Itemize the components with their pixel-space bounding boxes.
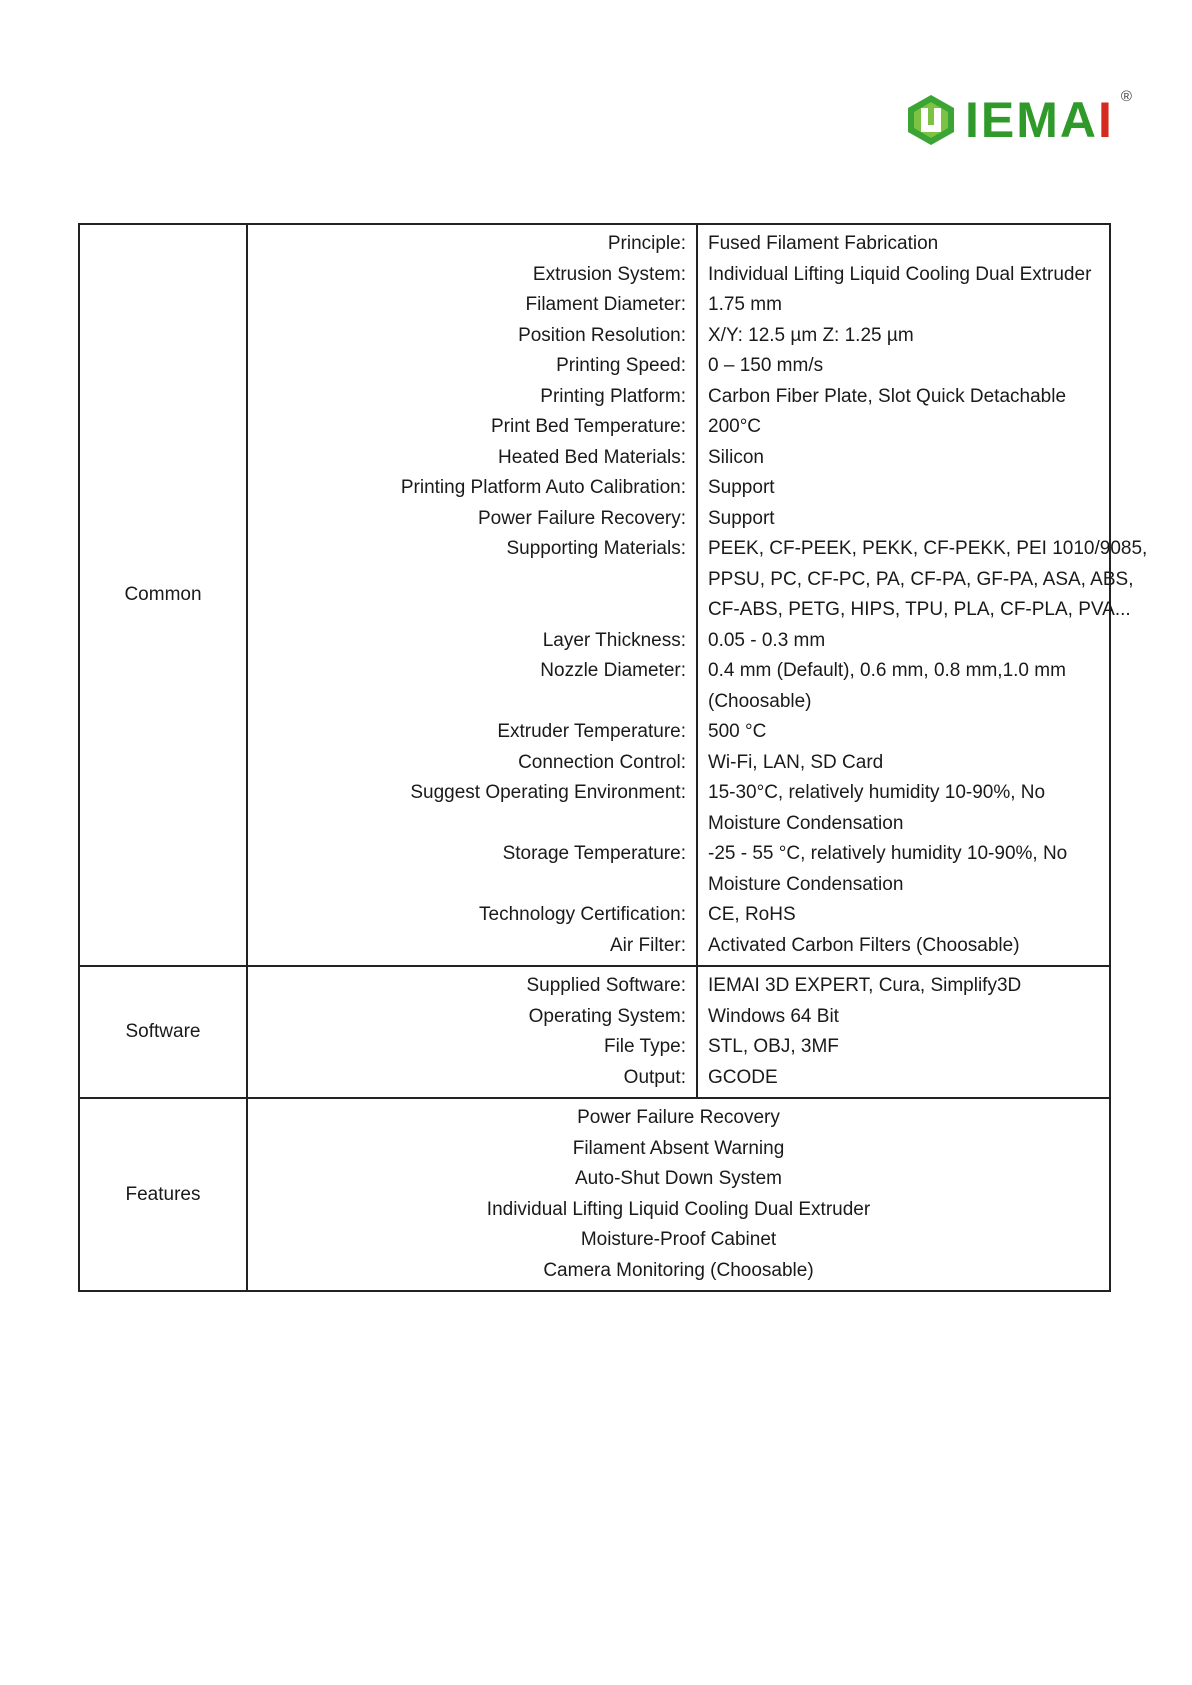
spec-value: -25 - 55 °C, relatively humidity 10-90%, No	[708, 843, 1068, 864]
spec-label-spacer	[248, 687, 686, 718]
spec-value: PEEK, CF-PEEK, PEKK, CF-PEKK, PEI 1010/9085,	[708, 538, 1148, 559]
spec-label: Print Bed Temperature:	[490, 416, 686, 437]
spec-label: Extruder Temperature:	[497, 721, 686, 742]
spec-values	[697, 224, 1148, 966]
logo-wordmark: IEMAI ®	[965, 88, 1134, 148]
spec-label-spacer	[248, 870, 686, 901]
spec-label: File Type:	[603, 1036, 686, 1057]
spec-label: Printing Platform:	[540, 385, 686, 407]
spec-value: STL, OBJ, 3MF	[708, 1036, 839, 1057]
spec-value: X/Y: 12.5 µm Z: 1.25 µm	[708, 324, 914, 346]
spec-value: 200°C	[708, 416, 762, 437]
spec-label: Power Failure Recovery:	[477, 507, 686, 529]
spec-value: 0.05 - 0.3 mm	[708, 629, 826, 651]
spec-label-spacer	[248, 595, 686, 626]
section-category: Software	[79, 966, 247, 1098]
spec-label: Nozzle Diameter:	[540, 660, 686, 681]
brand-logo	[903, 88, 1134, 150]
spec-value: IEMAI 3D EXPERT, Cura, Simplify3D	[708, 975, 1022, 996]
spec-label: Heated Bed Materials:	[498, 446, 686, 468]
spec-label: Printing Platform Auto Calibration:	[400, 477, 686, 498]
spec-value: 500 °C	[708, 721, 767, 742]
spec-label: Operating System:	[528, 1005, 686, 1027]
spec-value: CF-ABS, PETG, HIPS, TPU, PLA, CF-PLA, PVA...	[708, 599, 1131, 620]
spec-value: 0.4 mm (Default), 0.6 mm, 0.8 mm,1.0 mm	[708, 660, 1066, 681]
spec-label-spacer	[248, 565, 686, 596]
spec-value: Wi-Fi, LAN, SD Card	[708, 751, 884, 773]
section-category: Common	[79, 224, 247, 966]
spec-label: Output:	[623, 1066, 686, 1088]
spec-label: Connection Control:	[518, 751, 686, 773]
spec-label: Technology Certification:	[479, 904, 686, 925]
spec-label: Layer Thickness:	[542, 629, 686, 651]
spec-value: Silicon	[708, 446, 764, 468]
spec-value: Activated Carbon Filters (Choosable)	[708, 934, 1020, 956]
spec-value: GCODE	[708, 1066, 778, 1088]
spec-value: Moisture Condensation	[708, 873, 904, 895]
spec-value: 1.75 mm	[708, 294, 782, 315]
spec-label: Air Filter:	[610, 934, 686, 956]
section-category: Features	[79, 1098, 247, 1291]
spec-label: Supporting Materials:	[506, 538, 686, 559]
feature-item: Moisture-Proof Cabinet	[580, 1229, 777, 1250]
spec-label: Extrusion System:	[532, 263, 686, 285]
spec-value: Fused Filament Fabrication	[708, 233, 939, 254]
spec-value: Support	[708, 477, 775, 498]
spec-labels	[247, 224, 697, 966]
feature-item: Auto-Shut Down System	[575, 1168, 782, 1189]
spec-section	[79, 224, 1110, 966]
logo-hexagon-icon	[903, 92, 959, 148]
spec-value: Support	[708, 507, 775, 529]
spec-label: Principle:	[607, 233, 686, 254]
spec-value: Carbon Fiber Plate, Slot Quick Detachable	[708, 385, 1067, 407]
feature-item: Individual Lifting Liquid Cooling Dual Extruder	[486, 1198, 871, 1220]
spec-value: Moisture Condensation	[708, 812, 904, 834]
spec-value: 15-30°C, relatively humidity 10-90%, No	[708, 782, 1046, 803]
spec-value: (Choosable)	[708, 690, 812, 712]
feature-item: Power Failure Recovery	[577, 1107, 780, 1128]
spec-label: Printing Speed:	[556, 355, 686, 376]
spec-label: Filament Diameter:	[525, 294, 686, 315]
spec-value: Individual Lifting Liquid Cooling Dual Extruder	[708, 263, 1092, 285]
features-list	[247, 1098, 1110, 1291]
spec-value: PPSU, PC, CF-PC, PA, CF-PA, GF-PA, ASA, ABS,	[708, 568, 1134, 590]
spec-value: 0 – 150 mm/s	[708, 355, 824, 376]
spec-table	[78, 223, 1148, 1292]
spec-label-spacer	[248, 809, 686, 840]
spec-label: Suggest Operating Environment:	[410, 782, 686, 803]
feature-item: Filament Absent Warning	[572, 1137, 785, 1159]
spec-section	[79, 966, 1110, 1098]
features-section	[79, 1098, 1110, 1291]
feature-item: Camera Monitoring (Choosable)	[543, 1259, 814, 1281]
spec-values	[697, 966, 1110, 1098]
registered-mark: ®	[1120, 88, 1134, 105]
spec-label: Supplied Software:	[526, 975, 686, 996]
spec-label: Storage Temperature:	[502, 843, 686, 864]
spec-label: Position Resolution:	[518, 324, 686, 346]
spec-value: Windows 64 Bit	[708, 1005, 839, 1027]
spec-labels	[247, 966, 697, 1098]
spec-value: CE, RoHS	[708, 904, 796, 925]
